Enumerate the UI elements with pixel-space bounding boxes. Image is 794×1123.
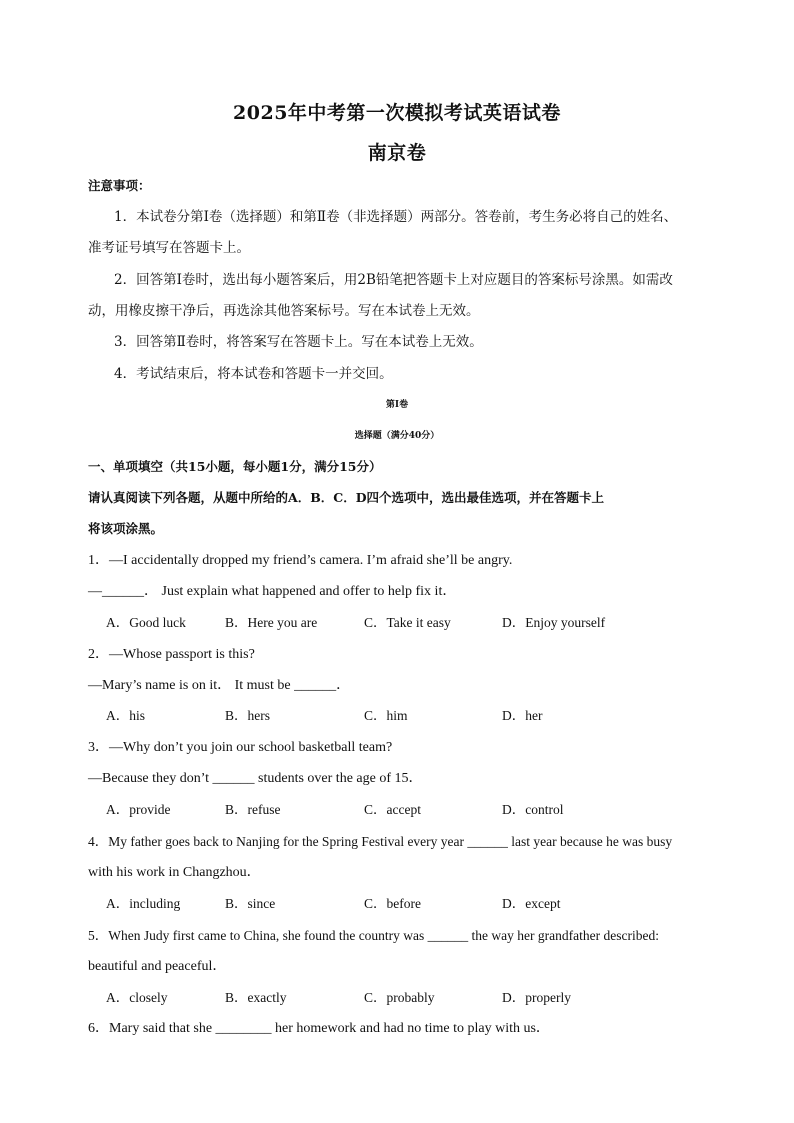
question-1-option-d: D．Enjoy yourself <box>502 615 606 630</box>
question-5-option-c: C．probably <box>364 990 435 1005</box>
note-item-1-line-2: 准考证号填写在答题卡上。 <box>88 240 250 256</box>
question-5-line-2: beautiful and peaceful． <box>88 959 227 974</box>
question-3-line-1: 3．—Why don’t you join our school basketball team? <box>88 740 393 755</box>
question-1-line-1: 1．—I accidentally dropped my friend’s camera. I’m afraid she’ll be angry. <box>88 553 513 568</box>
question-2-option-c: C．him <box>364 708 408 723</box>
question-4-option-d: D．except <box>502 896 561 911</box>
question-1-line-2: —______． Just explain what happened and offer to help fix it． <box>88 584 457 599</box>
section-title: 一、单项填空（共15小题，每小题1分，满分15分） <box>88 459 382 474</box>
note-item-2-line-1: 2．回答第Ⅰ卷时，选出每小题答案后，用2B铅笔把答题卡上对应题目的答案标号涂黑。如需改 <box>114 272 673 288</box>
question-6-line-1: 6．Mary said that she ________ her homework and had no time to play with us． <box>88 1021 550 1036</box>
question-3-option-b: B．refuse <box>225 802 281 817</box>
question-3-line-2: —Because they don’t ______ students over the age of 15． <box>88 771 423 786</box>
question-1-option-c: C．Take it easy <box>364 615 451 630</box>
question-4-option-b: B．since <box>225 896 276 911</box>
note-item-4: 4．考试结束后，将本试卷和答题卡一并交回。 <box>114 366 393 382</box>
question-3-option-d: D．control <box>502 802 564 817</box>
question-1-option-a: A．Good luck <box>106 615 186 630</box>
question-2-option-b: B．hers <box>225 708 270 723</box>
exam-title: 2025年中考第一次模拟考试英语试卷 <box>233 102 561 124</box>
question-2-option-a: A．his <box>106 708 146 723</box>
question-3-option-c: C．accept <box>364 802 421 817</box>
question-5-option-b: B．exactly <box>225 990 287 1005</box>
question-4-option-a: A．including <box>106 896 181 911</box>
section-instruction-line-2: 将该项涂黑。 <box>88 521 164 536</box>
question-5-line-1: 5．When Judy first came to China, she found the country was ______ the way her grandfather described: <box>88 928 659 943</box>
exam-subtitle: 南京卷 <box>367 142 427 164</box>
notes-heading: 注意事项： <box>88 178 151 193</box>
question-5-option-a: A．closely <box>106 990 168 1005</box>
question-4-option-c: C．before <box>364 896 421 911</box>
note-item-2-line-2: 动，用橡皮擦干净后，再选涂其他答案标号。写在本试卷上无效。 <box>88 303 480 319</box>
part-heading: 第Ⅰ卷 <box>385 400 409 410</box>
question-5-option-d: D．properly <box>502 990 571 1005</box>
question-4-line-2: with his work in Changzhou． <box>88 865 261 880</box>
question-1-option-b: B．Here you are <box>225 615 318 630</box>
note-item-1-line-1: 1．本试卷分第Ⅰ卷（选择题）和第Ⅱ卷（非选择题）两部分。答卷前，考生务必将自己的姓名、 <box>114 209 678 225</box>
section-instruction-line-1: 请认真阅读下列各题，从题中所给的A．B．C．D四个选项中，选出最佳选项，并在答题卡上 <box>88 490 605 505</box>
question-2-line-1: 2．—Whose passport is this? <box>88 647 255 662</box>
question-2-line-2: —Mary’s name is on it． It must be ______． <box>88 678 351 693</box>
question-2-option-d: D．her <box>502 708 543 723</box>
part-subheading: 选择题（满分40分） <box>354 431 440 441</box>
question-3-option-a: A．provide <box>106 802 171 817</box>
question-4-line-1: 4．My father goes back to Nanjing for the Spring Festival every year ______ last year because he was busy <box>88 834 673 849</box>
note-item-3: 3．回答第Ⅱ卷时，将答案写在答题卡上。写在本试卷上无效。 <box>114 334 483 350</box>
